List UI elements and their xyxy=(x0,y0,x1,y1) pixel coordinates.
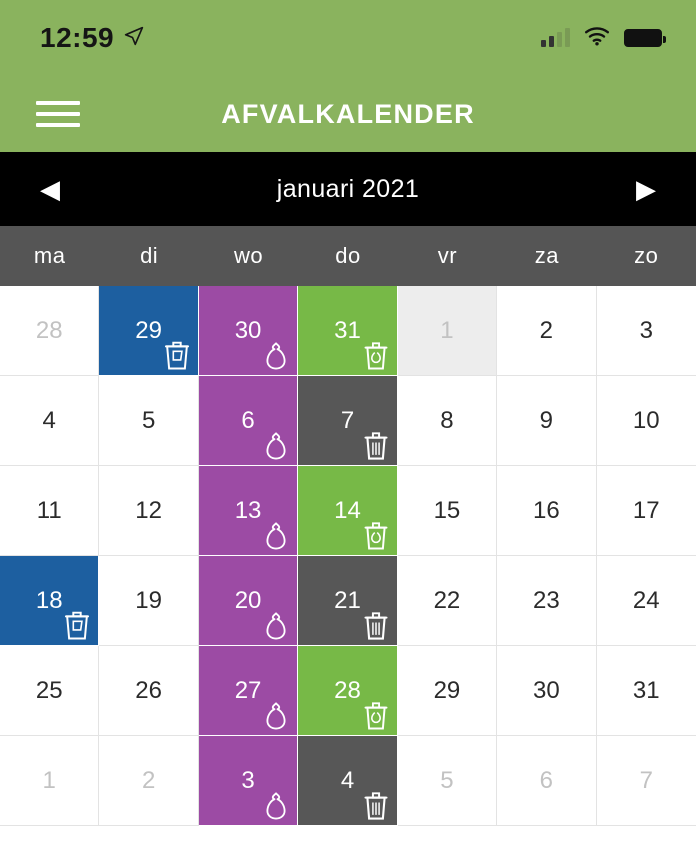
calendar-day-cell[interactable] xyxy=(497,466,596,556)
day-number: 26 xyxy=(135,676,162,704)
weekday-za: za xyxy=(534,243,559,268)
calendar-day-cell[interactable] xyxy=(398,736,497,826)
calendar-day-cell[interactable] xyxy=(497,286,596,376)
weekday-wo: wo xyxy=(234,243,264,268)
status-bar xyxy=(0,0,696,76)
calendar-day-cell[interactable] xyxy=(497,736,596,826)
day-number: 13 xyxy=(234,496,262,524)
app-bar xyxy=(0,76,696,152)
bag-icon xyxy=(261,429,291,461)
paper-bin-icon xyxy=(162,339,192,371)
day-number: 4 xyxy=(42,406,56,434)
day-number: 29 xyxy=(135,316,162,344)
calendar-day-cell[interactable] xyxy=(199,376,298,466)
day-number: 20 xyxy=(234,586,262,614)
calendar-day-cell[interactable] xyxy=(0,466,99,556)
day-number: 21 xyxy=(334,586,361,614)
calendar-day-cell[interactable] xyxy=(298,736,397,826)
calendar-day-cell[interactable] xyxy=(597,466,696,556)
wifi-icon xyxy=(584,26,610,51)
day-number: 1 xyxy=(42,766,56,794)
rest-bin-icon xyxy=(361,609,391,641)
calendar-day-cell[interactable] xyxy=(298,376,397,466)
calendar-day-cell[interactable] xyxy=(597,286,696,376)
day-number: 15 xyxy=(433,496,461,524)
day-number: 27 xyxy=(234,676,262,704)
day-number: 7 xyxy=(340,406,355,434)
calendar-day-cell[interactable] xyxy=(298,646,397,736)
calendar-day-cell[interactable] xyxy=(99,736,198,826)
day-number: 2 xyxy=(141,766,156,794)
rest-bin-icon xyxy=(361,429,391,461)
rest-bin-icon xyxy=(361,789,391,821)
pmd-bin-icon xyxy=(361,339,391,371)
day-number: 10 xyxy=(632,406,660,434)
bag-icon xyxy=(261,609,291,641)
calendar-day-cell[interactable] xyxy=(0,286,99,376)
bag-icon xyxy=(261,789,291,821)
status-time: 12:59 xyxy=(40,22,115,53)
paper-bin-icon xyxy=(62,609,92,641)
month-navigation xyxy=(0,152,696,226)
day-number: 25 xyxy=(35,676,63,704)
bag-icon xyxy=(261,339,291,371)
status-right xyxy=(541,26,662,51)
calendar-day-cell[interactable] xyxy=(0,556,99,646)
weekday-header xyxy=(0,226,696,286)
calendar-day-cell[interactable] xyxy=(99,376,198,466)
day-number: 19 xyxy=(135,586,162,614)
calendar-day-cell[interactable] xyxy=(298,556,397,646)
calendar-day-cell[interactable] xyxy=(497,376,596,466)
day-number: 30 xyxy=(533,676,560,704)
day-number: 2 xyxy=(539,316,554,344)
day-number: 5 xyxy=(141,406,156,434)
day-number: 22 xyxy=(433,586,461,614)
signal-bars-icon xyxy=(541,29,570,47)
calendar-day-cell[interactable] xyxy=(0,646,99,736)
day-number: 1 xyxy=(440,316,454,344)
weekday-ma: ma xyxy=(33,243,66,268)
pmd-bin-icon xyxy=(361,519,391,551)
day-number: 7 xyxy=(639,766,653,794)
calendar-day-cell[interactable] xyxy=(199,286,298,376)
calendar-day-cell[interactable] xyxy=(597,736,696,826)
calendar-day-cell[interactable] xyxy=(597,376,696,466)
calendar-day-cell[interactable] xyxy=(99,286,198,376)
calendar-day-cell[interactable] xyxy=(199,556,298,646)
calendar-day-cell[interactable] xyxy=(398,556,497,646)
current-month-label: januari 2021 xyxy=(276,174,420,203)
weekday-do: do xyxy=(335,243,361,268)
day-number: 6 xyxy=(241,406,255,434)
calendar-day-cell[interactable] xyxy=(398,646,497,736)
pmd-bin-icon xyxy=(361,699,391,731)
day-number: 28 xyxy=(334,676,361,704)
calendar-day-cell[interactable] xyxy=(597,556,696,646)
day-number: 8 xyxy=(440,406,454,434)
calendar-day-cell[interactable] xyxy=(398,286,497,376)
calendar-day-cell[interactable] xyxy=(497,646,596,736)
day-number: 16 xyxy=(533,496,560,524)
calendar-day-cell[interactable] xyxy=(99,556,198,646)
day-number: 11 xyxy=(36,496,62,524)
weekday-di: di xyxy=(140,243,159,268)
day-number: 12 xyxy=(135,496,162,524)
weekday-vr: vr xyxy=(437,243,458,268)
day-number: 23 xyxy=(533,586,560,614)
page-title: AFVALKALENDER xyxy=(221,98,475,129)
calendar-day-cell[interactable] xyxy=(597,646,696,736)
day-number: 5 xyxy=(440,766,454,794)
calendar-day-cell[interactable] xyxy=(99,646,198,736)
calendar-day-cell[interactable] xyxy=(298,466,397,556)
calendar-day-cell[interactable] xyxy=(497,556,596,646)
battery-full-icon xyxy=(624,29,662,47)
day-number: 24 xyxy=(632,586,660,614)
calendar-grid xyxy=(0,286,696,862)
day-number: 9 xyxy=(539,406,554,434)
calendar-day-cell[interactable] xyxy=(298,286,397,376)
day-number: 31 xyxy=(334,316,361,344)
weekday-zo: zo xyxy=(634,243,659,268)
hamburger-menu-icon[interactable] xyxy=(36,101,80,127)
day-number: 4 xyxy=(340,766,355,794)
next-month-button[interactable]: ▶ xyxy=(635,174,656,204)
day-number: 28 xyxy=(35,316,63,344)
day-number: 3 xyxy=(639,316,653,344)
calendar-day-cell[interactable] xyxy=(199,466,298,556)
calendar-day-cell[interactable] xyxy=(199,646,298,736)
day-number: 14 xyxy=(334,496,361,524)
bag-icon xyxy=(261,699,291,731)
status-left xyxy=(40,22,144,54)
calendar-day-cell[interactable] xyxy=(199,736,298,826)
day-number: 6 xyxy=(539,766,554,794)
day-number: 29 xyxy=(433,676,461,704)
calendar-day-cell[interactable] xyxy=(398,376,497,466)
day-number: 30 xyxy=(234,316,262,344)
day-number: 17 xyxy=(632,496,660,524)
day-number: 3 xyxy=(241,766,255,794)
previous-month-button[interactable]: ◀ xyxy=(40,174,60,204)
bag-icon xyxy=(261,519,291,551)
day-number: 18 xyxy=(35,586,63,614)
calendar-day-cell[interactable] xyxy=(0,376,99,466)
day-number: 31 xyxy=(632,676,660,704)
location-arrow-icon xyxy=(124,26,144,51)
calendar-day-cell[interactable] xyxy=(398,466,497,556)
calendar-day-cell[interactable] xyxy=(0,736,99,826)
calendar-day-cell[interactable] xyxy=(99,466,198,556)
